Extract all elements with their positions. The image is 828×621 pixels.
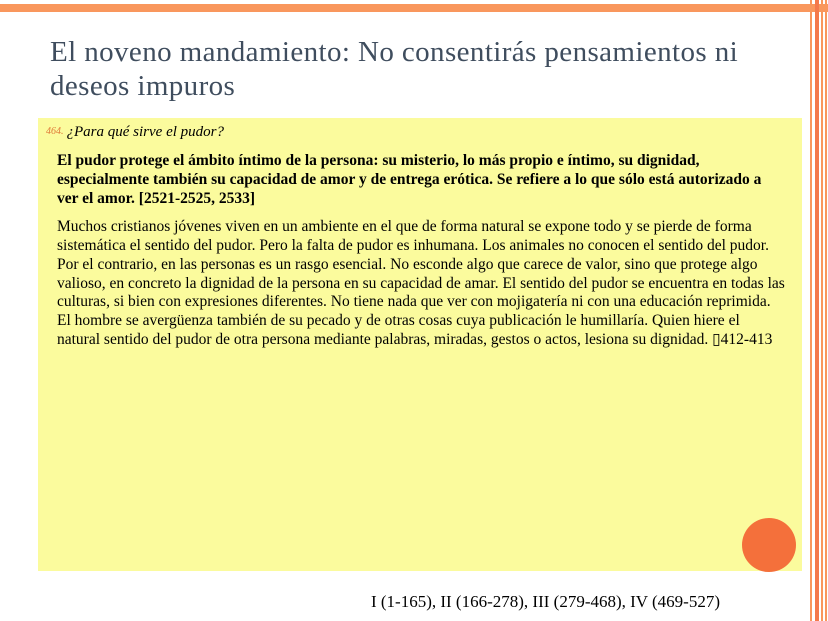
question-line bbox=[46, 123, 786, 142]
slide-title: El noveno mandamiento: No consentirás pensamientos ni deseos impuros bbox=[50, 36, 739, 102]
top-accent-bar bbox=[0, 4, 828, 12]
question-text: ¿Para qué sirve el pudor? bbox=[66, 124, 224, 140]
stripe bbox=[810, 0, 812, 621]
content-box bbox=[38, 118, 802, 571]
stripe bbox=[815, 0, 819, 621]
commentary-paragraph: Muchos cristianos jóvenes viven en un ambiente en el que de forma natural se expone todo y se pierde de forma sistemática el sentido del pudor. Pero la falta de pudor es inhumana. Los animales no conocen el sentido del pudor. Por el contrario, en las personas es un rasgo esencial. No esconde algo que carece de valor, sino que protege algo valioso, en concreto la dignidad de la persona en su capacidad de amar. El sentido del pudor se encuentra en todas las culturas, si bien con expresiones diferentes. No tiene nada que ver con mojigatería ni con una educación reprimida. El hombre se avergüenza también de su pecado y de otras cosas cuya publicación le humillaría. Quien hiere el natural sentido del pudor de otra persona mediante palabras, miradas, gestos o actos, lesiona su dignidad. ▯412-413 bbox=[57, 218, 785, 348]
decorative-circle bbox=[742, 518, 796, 572]
footer-index: I (1-165), II (166-278), III (279-468), IV (469-527) bbox=[370, 592, 720, 611]
answer-paragraph: El pudor protege el ámbito íntimo de la persona: su misterio, lo más propio e íntimo, su dignidad, especialmente también su capacidad de amor y de entrega erótica. Se refiere a lo que sólo está autorizado a ver el amor. [2521-2525, 2533] bbox=[57, 151, 762, 208]
right-edge-stripes bbox=[808, 0, 828, 621]
stripe bbox=[825, 0, 827, 621]
stripe bbox=[821, 0, 823, 621]
question-number: 464. bbox=[46, 126, 64, 137]
